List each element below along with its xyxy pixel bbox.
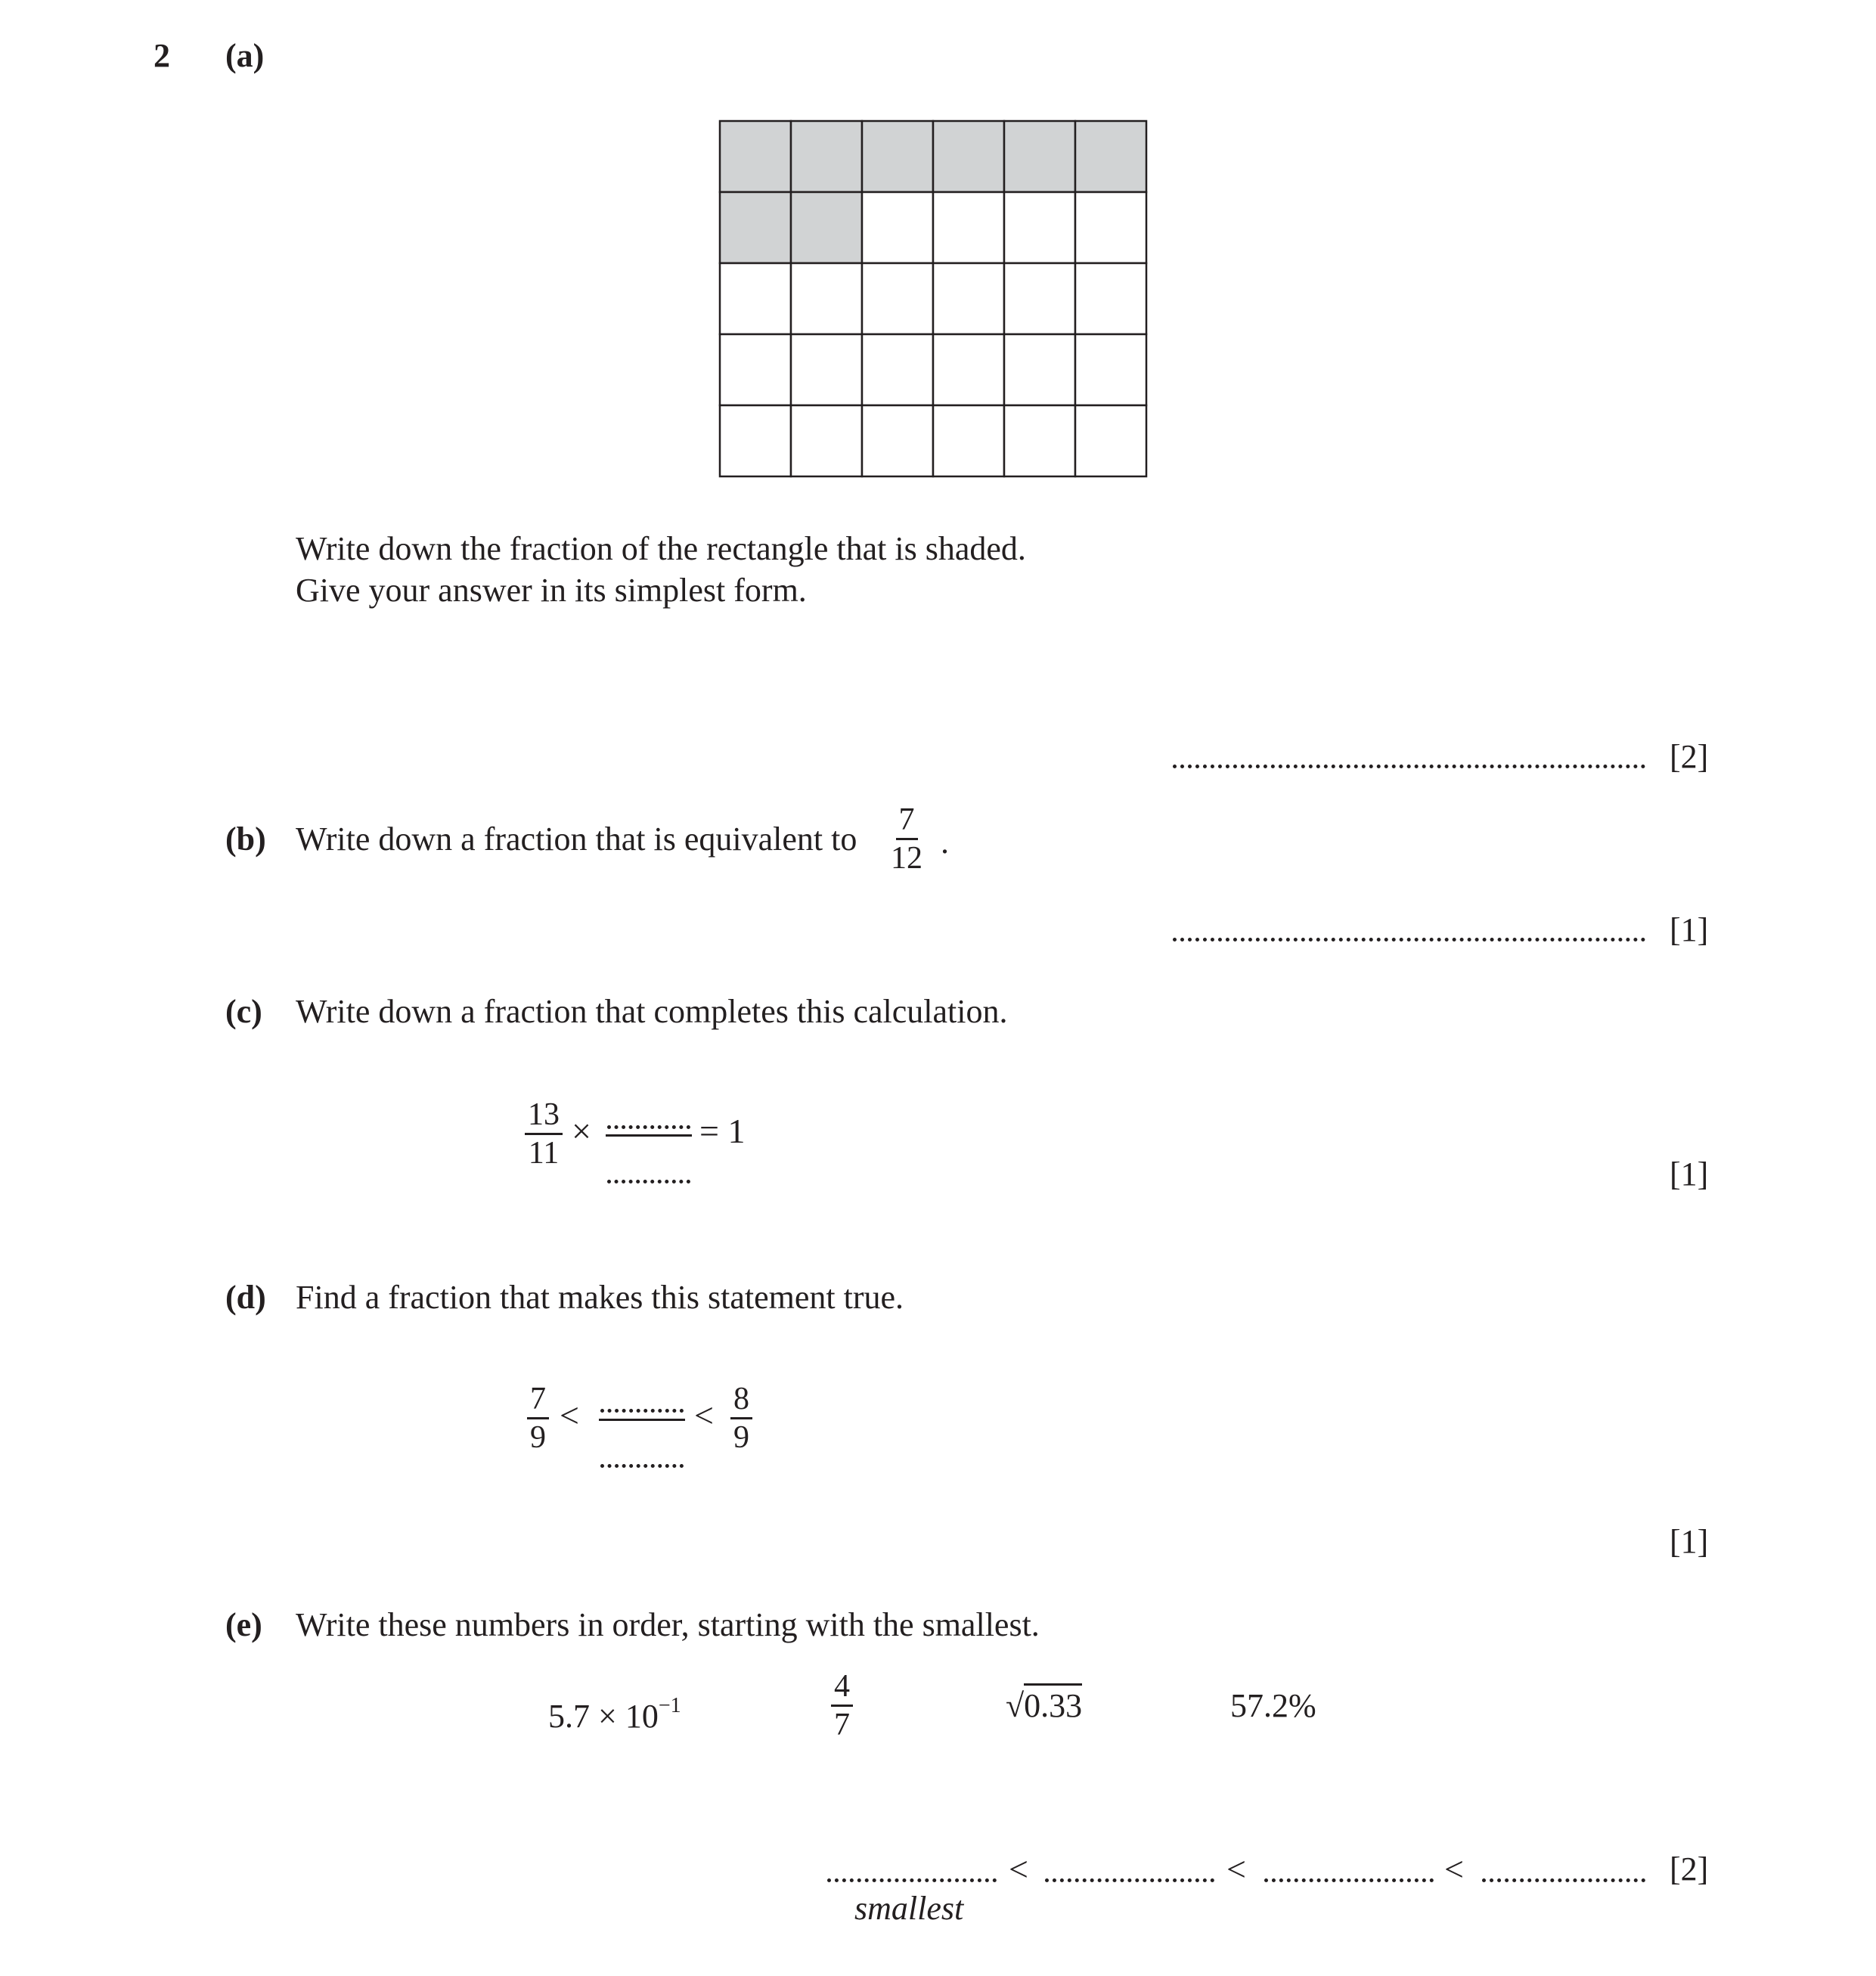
part-e-smallest-label: smallest bbox=[854, 1890, 964, 1927]
grid-cell bbox=[862, 334, 933, 405]
part-d-numerator-blank[interactable] bbox=[600, 1409, 684, 1413]
part-e-answer-blank-2[interactable] bbox=[1045, 1878, 1214, 1882]
part-d-right-denominator: 9 bbox=[733, 1420, 749, 1455]
part-e-instruction: Write these numbers in order, starting with the smallest. bbox=[296, 1606, 1040, 1643]
part-e-number-square-root bbox=[1006, 1686, 1082, 1726]
part-e-answer-blank-4[interactable] bbox=[1482, 1878, 1645, 1882]
part-e-marks: [2] bbox=[1670, 1850, 1709, 1888]
grid-cell bbox=[720, 263, 791, 334]
grid-cell bbox=[1004, 263, 1075, 334]
part-a-instruction-2: Give your answer in its simplest form. bbox=[296, 572, 807, 609]
grid-cell-shaded bbox=[933, 121, 1004, 192]
part-c-equals-one: = 1 bbox=[699, 1112, 746, 1150]
part-c-fraction-bar bbox=[606, 1134, 692, 1137]
grid-cell bbox=[933, 405, 1004, 476]
part-e-standard-form-base: 5.7 × 10 bbox=[548, 1698, 659, 1735]
part-d-left-denominator: 9 bbox=[530, 1420, 546, 1455]
part-e-number-percentage: 57.2% bbox=[1230, 1687, 1316, 1724]
grid-cell bbox=[791, 405, 862, 476]
part-e-less-than-1: < bbox=[1009, 1850, 1028, 1888]
part-d-less-than-1: < bbox=[560, 1396, 579, 1435]
grid-cell bbox=[862, 263, 933, 334]
grid-cell-shaded bbox=[791, 121, 862, 192]
grid-cell bbox=[1075, 192, 1146, 263]
grid-cell bbox=[933, 263, 1004, 334]
part-e-fraction-numerator: 4 bbox=[831, 1670, 853, 1707]
grid-cell bbox=[1075, 334, 1146, 405]
part-e-fraction-denominator: 7 bbox=[834, 1708, 850, 1742]
part-c-denominator-blank[interactable] bbox=[607, 1180, 690, 1183]
part-d-marks: [1] bbox=[1670, 1523, 1709, 1560]
part-c-numerator-blank[interactable] bbox=[607, 1125, 690, 1129]
grid-cell bbox=[1004, 405, 1075, 476]
part-d-instruction: Find a fraction that makes this statement true. bbox=[296, 1279, 904, 1316]
part-d-right-numerator: 8 bbox=[730, 1382, 752, 1419]
part-e-label: (e) bbox=[225, 1606, 262, 1643]
grid-cell bbox=[862, 405, 933, 476]
part-e-less-than-3: < bbox=[1444, 1850, 1464, 1888]
part-d-denominator-blank[interactable] bbox=[600, 1464, 684, 1468]
part-b-label: (b) bbox=[225, 820, 266, 858]
grid-cell bbox=[933, 334, 1004, 405]
grid-cell-shaded bbox=[862, 121, 933, 192]
part-d-left-numerator: 7 bbox=[527, 1382, 549, 1419]
part-e-standard-form-exponent: −1 bbox=[658, 1694, 681, 1717]
part-e-less-than-2: < bbox=[1226, 1850, 1246, 1888]
part-c-label: (c) bbox=[225, 993, 262, 1030]
shaded-rectangle-grid bbox=[718, 119, 1148, 478]
part-d-less-than-2: < bbox=[694, 1396, 714, 1435]
part-d-right-fraction bbox=[730, 1382, 752, 1454]
part-c-fraction-denominator: 11 bbox=[528, 1136, 560, 1171]
grid-cell bbox=[791, 263, 862, 334]
part-e-square-root-value: 0.33 bbox=[1024, 1683, 1082, 1724]
part-b-answer-line[interactable] bbox=[1173, 938, 1645, 941]
grid-cell bbox=[1004, 192, 1075, 263]
part-e-answer-blank-1[interactable] bbox=[827, 1878, 997, 1882]
grid-cell bbox=[933, 192, 1004, 263]
grid-cell-shaded bbox=[720, 121, 791, 192]
part-b-fraction bbox=[891, 803, 922, 875]
grid-cell bbox=[1004, 334, 1075, 405]
grid-cell bbox=[791, 334, 862, 405]
part-b-instruction: Write down a fraction that is equivalent to bbox=[296, 820, 857, 858]
part-b-fraction-denominator: 12 bbox=[891, 841, 922, 876]
question-number: 2 bbox=[153, 37, 170, 74]
part-a-instruction-1: Write down the fraction of the rectangle that is shaded. bbox=[296, 530, 1026, 567]
part-a-answer-line[interactable] bbox=[1173, 765, 1645, 768]
part-a-marks: [2] bbox=[1670, 738, 1709, 775]
part-c-instruction: Write down a fraction that completes this calculation. bbox=[296, 993, 1008, 1030]
grid-cell-shaded bbox=[720, 192, 791, 263]
part-c-times-sign: × bbox=[572, 1112, 591, 1150]
part-d-label: (d) bbox=[225, 1279, 266, 1316]
square-root-icon: √ bbox=[1006, 1687, 1025, 1724]
grid-cell bbox=[862, 192, 933, 263]
grid-cell-shaded bbox=[1075, 121, 1146, 192]
grid-cell-shaded bbox=[791, 192, 862, 263]
part-a-label: (a) bbox=[225, 37, 265, 74]
grid-cell bbox=[720, 405, 791, 476]
grid-cell bbox=[1075, 263, 1146, 334]
part-c-marks: [1] bbox=[1670, 1156, 1709, 1193]
part-c-fraction bbox=[525, 1098, 563, 1170]
part-e-number-standard-form bbox=[548, 1686, 681, 1736]
part-d-left-fraction bbox=[527, 1382, 549, 1454]
part-b-fraction-numerator: 7 bbox=[896, 803, 918, 840]
part-b-period: . bbox=[941, 824, 949, 861]
part-e-number-fraction bbox=[831, 1670, 853, 1742]
grid-cell bbox=[1075, 405, 1146, 476]
part-c-fraction-numerator: 13 bbox=[525, 1098, 563, 1135]
grid-cell-shaded bbox=[1004, 121, 1075, 192]
part-d-fraction-bar bbox=[599, 1419, 685, 1421]
grid-cell bbox=[720, 334, 791, 405]
part-e-answer-blank-3[interactable] bbox=[1264, 1878, 1434, 1882]
part-b-marks: [1] bbox=[1670, 911, 1709, 948]
